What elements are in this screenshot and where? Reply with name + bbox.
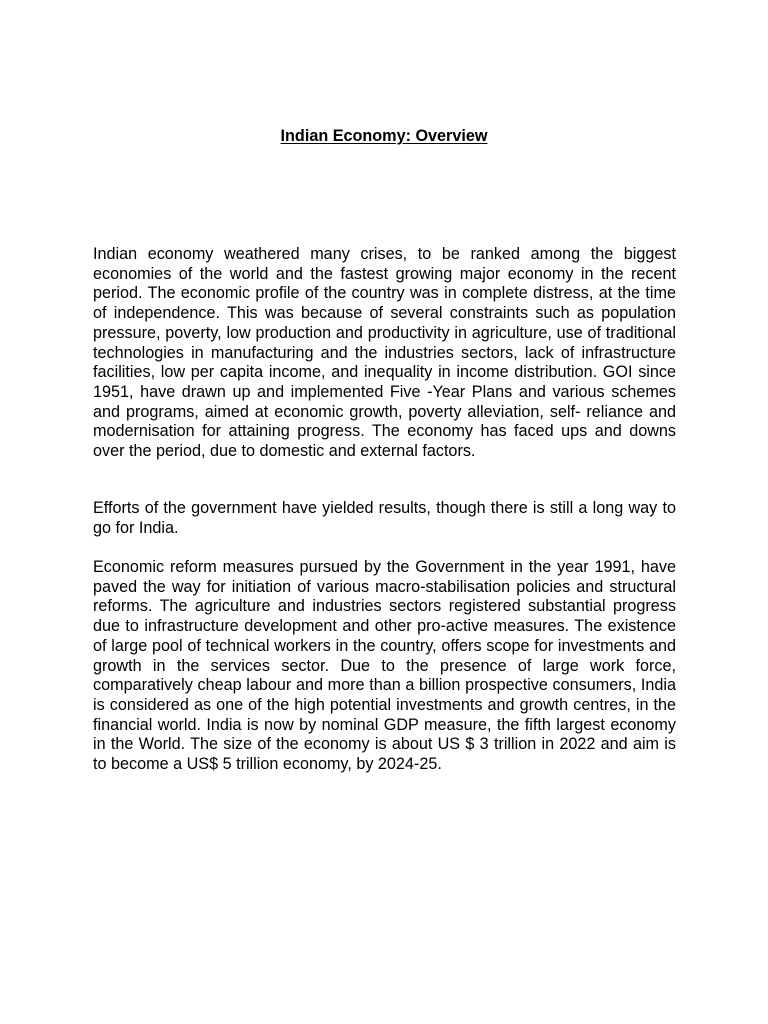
document-title: Indian Economy: Overview <box>280 127 488 145</box>
paragraph-efforts: Efforts of the government have yielded results, though there is still a long way to go for India. <box>93 499 676 537</box>
paragraph-history: Indian economy weathered many crises, to be ranked among the biggest economies of the world and the fastest growing major economy in the recent period. The economic profile of the country was in complete distress, at the time of independence. This was because of several constraints such as population pressure, poverty, low production and productivity in agriculture, use of traditional technologies in manufacturing and the industries sectors, lack of infrastructure facilities, low per capita income, and inequality in income distribution. GOI since 1951, have drawn up and implemented Five -Year Plans and various schemes and programs, aimed at economic growth, poverty alleviation, self- reliance and modernisation for attaining progress. The economy has faced ups and downs over the period, due to domestic and external factors. <box>93 245 676 461</box>
paragraph-reforms: Economic reform measures pursued by the Government in the year 1991, have paved the way for initiation of various macro-stabilisation policies and structural reforms. The agriculture and industries sectors registered substantial progress due to infrastructure development and other pro-active measures. The existence of large pool of technical workers in the country, offers scope for investments and growth in the services sector. Due to the presence of large work force, comparatively cheap labour and more than a billion prospective consumers, India is considered as one of the high potential investments and growth centres, in the financial world. India is now by nominal GDP measure, the fifth largest economy in the World. The size of the economy is about US $ 3 trillion in 2022 and aim is to become a US$ 5 trillion economy, by 2024-25. <box>93 558 676 774</box>
